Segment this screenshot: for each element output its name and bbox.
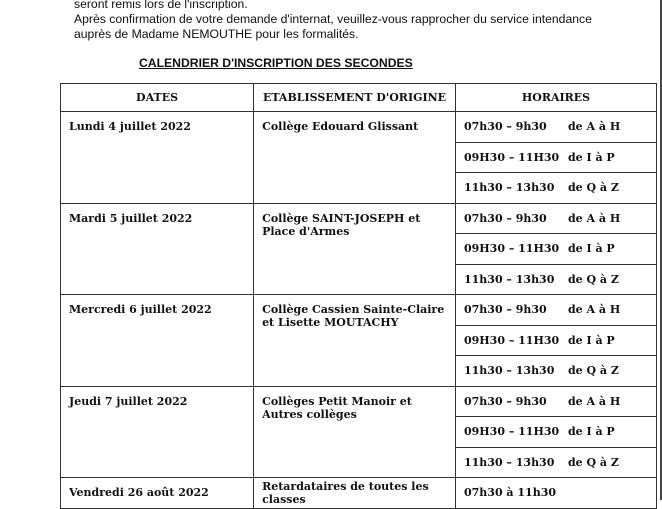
school-cell: Collège Edouard Glissant [254, 112, 456, 204]
time-range: 11h30 – 13h30 [463, 272, 555, 286]
letter-range: de A à H [567, 303, 621, 317]
school-cell: Collège Cassien Sainte-Claire et Lisette MOUTACHY [254, 295, 456, 387]
time-slot-cell [455, 356, 656, 387]
date-cell: Jeudi 7 juillet 2022 [61, 386, 254, 478]
time-slot-cell [455, 234, 656, 265]
letter-range: de Q à Z [567, 364, 619, 378]
letter-range: de I à P [567, 242, 615, 256]
letter-range: de I à P [567, 333, 615, 347]
date-cell: Mercredi 6 juillet 2022 [61, 295, 254, 387]
time-slot-cell [455, 264, 656, 295]
date-cell: Lundi 4 juillet 2022 [61, 112, 254, 204]
school-cell: Retardataires de toutes les classes [254, 478, 456, 509]
letter-range: de A à H [567, 120, 621, 134]
time-slot-cell [455, 203, 656, 234]
school-cell: Collèges Petit Manoir et Autres collèges [254, 386, 456, 478]
table-row [61, 112, 657, 143]
date-cell: Mardi 5 juillet 2022 [61, 203, 254, 295]
time-range: 07h30 – 9h30 [463, 120, 547, 134]
date-cell: Vendredi 26 août 2022 [61, 478, 254, 509]
time-slot-cell [455, 447, 656, 478]
letter-range: de I à P [567, 425, 615, 439]
time-range: 09H30 – 11H30 [463, 333, 560, 347]
section-title: CALENDRIER D'INSCRIPTION DES SECONDES [139, 56, 413, 70]
time-range: 11h30 – 13h30 [463, 364, 555, 378]
time-range: 09H30 – 11H30 [463, 425, 560, 439]
letter-range: de Q à Z [567, 455, 619, 469]
intro-line: seront remis lors de l'inscription. [74, 0, 248, 11]
time-range: 07h30 – 9h30 [463, 303, 547, 317]
intro-line: Après confirmation de votre demande d'internat, veuillez-vous rapprocher du service intendance [74, 12, 592, 26]
table-row [61, 386, 657, 417]
time-slot-cell: 07h30 à 11h30 [455, 478, 656, 509]
school-cell: Collège SAINT-JOSEPH et Place d'Armes [254, 203, 456, 295]
header-school: ETABLISSEMENT D'ORIGINE [254, 84, 456, 112]
time-range: 07h30 – 9h30 [463, 394, 547, 408]
table-row [61, 203, 657, 234]
letter-range: de Q à Z [567, 272, 619, 286]
schedule-table [60, 83, 657, 509]
letter-range: de A à H [567, 211, 621, 225]
intro-text [74, 0, 592, 42]
time-slot-cell [455, 417, 656, 448]
intro-line: auprès de Madame NEMOUTHE pour les formalités. [74, 27, 359, 41]
time-range: 11h30 – 13h30 [463, 181, 555, 195]
time-slot-cell [455, 142, 656, 173]
time-slot-cell [455, 112, 656, 143]
time-slot-cell [455, 173, 656, 204]
time-slot-cell [455, 325, 656, 356]
table-row [61, 478, 657, 509]
header-dates: DATES [61, 84, 254, 112]
time-range: 07h30 – 9h30 [463, 211, 547, 225]
letter-range: de A à H [567, 394, 621, 408]
time-range: 09H30 – 11H30 [463, 242, 560, 256]
letter-range: de Q à Z [567, 181, 619, 195]
header-hours: HORAIRES [455, 84, 656, 112]
time-slot-cell [455, 295, 656, 326]
time-slot-cell [455, 386, 656, 417]
time-range: 09H30 – 11H30 [463, 150, 560, 164]
time-range: 11h30 – 13h30 [463, 455, 555, 469]
letter-range: de I à P [567, 150, 615, 164]
table-row [61, 295, 657, 326]
